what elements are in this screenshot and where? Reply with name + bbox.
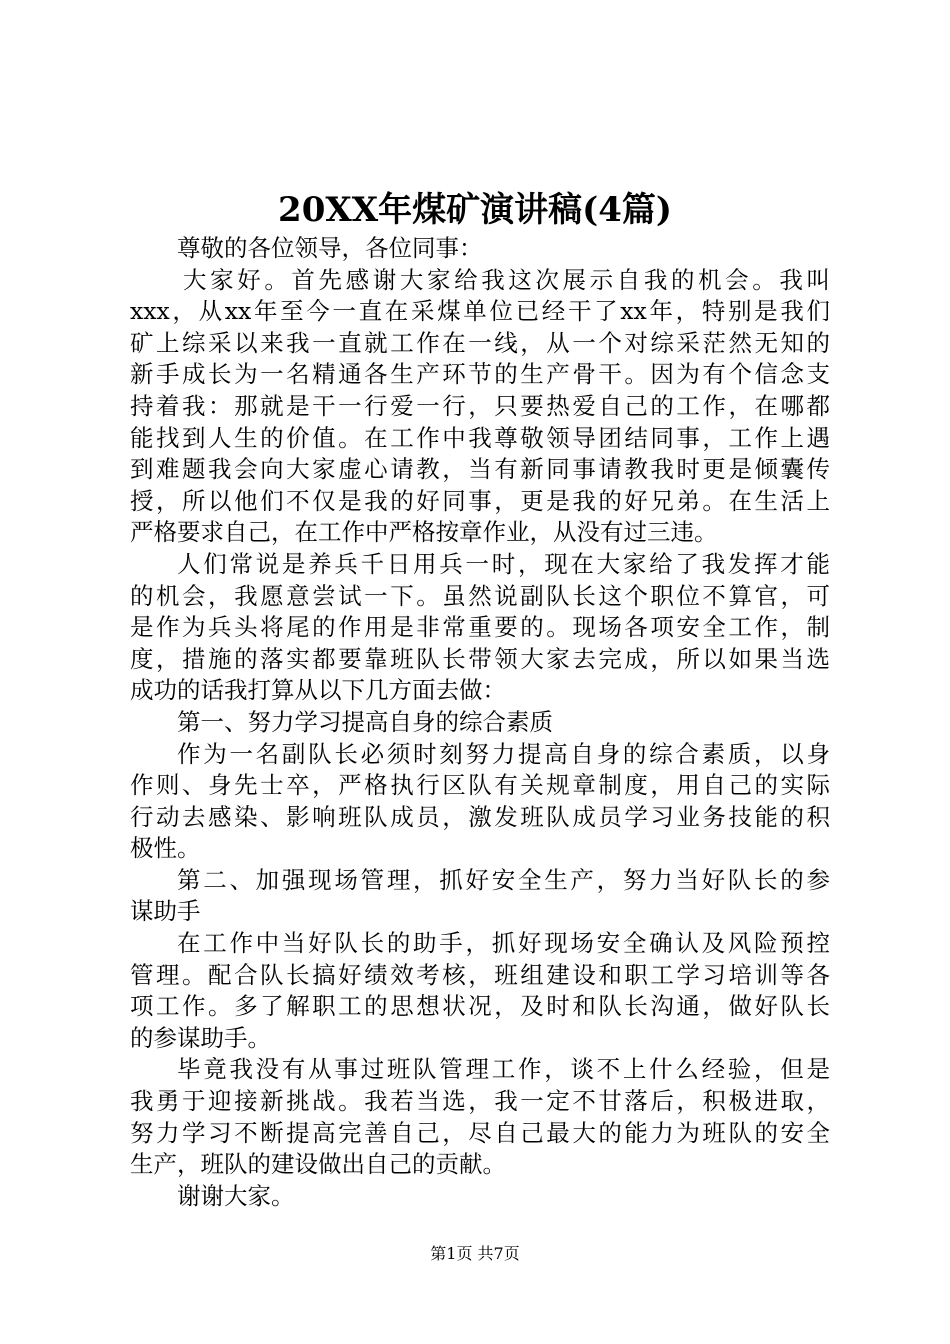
paragraph-line: 大家好。首先感谢大家给我这次展示自我的机会。我叫: [183, 265, 830, 294]
section-heading: 第一、努力学习提高自身的综合素质: [177, 707, 553, 736]
document-body: [130, 233, 830, 1212]
paragraph-line: 新手成长为一名精通各生产环节的生产骨干。因为有个信念支: [130, 360, 830, 389]
paragraph-line: 能找到人生的价值。在工作中我尊敬领导团结同事，工作上遇: [130, 423, 830, 452]
paragraph-line: 作则、身先士卒，严格执行区队有关规章制度，用自己的实际: [130, 771, 830, 800]
section-heading: 第二、加强现场管理，抓好安全生产，努力当好队长的参: [177, 865, 830, 894]
document-title: 20XX年煤矿演讲稿(4篇): [278, 190, 672, 230]
paragraph-line: 努力学习不断提高完善自己，尽自己最大的能力为班队的安全: [130, 1118, 830, 1147]
paragraph-line: 极性。: [130, 834, 201, 863]
paragraph-line: xxx，从xx年至今一直在采煤单位已经干了xx年，特别是我们: [130, 297, 830, 326]
paragraph-line: 到难题我会向大家虚心请教，当有新同事请教我时更是倾囊传: [130, 455, 830, 484]
paragraph-line: 是作为兵头将尾的作用是非常重要的。现场各项安全工作，制: [130, 613, 830, 642]
section-heading: 谋助手: [130, 897, 201, 926]
paragraph-line: 项工作。多了解职工的思想状况，及时和队长沟通，做好队长: [130, 992, 830, 1021]
paragraph-line: 人们常说是养兵千日用兵一时，现在大家给了我发挥才能: [177, 549, 830, 578]
paragraph-line: 矿上综采以来我一直就工作在一线，从一个对综采茫然无知的: [130, 328, 830, 357]
paragraph-line: 毕竟我没有从事过班队管理工作，谈不上什么经验，但是: [177, 1055, 830, 1084]
paragraph-line: 成功的话我打算从以下几方面去做：: [130, 676, 506, 705]
paragraph-line: 的机会，我愿意尝试一下。虽然说副队长这个职位不算官，可: [130, 581, 830, 610]
salutation-line: 尊敬的各位领导，各位同事：: [177, 234, 483, 262]
closing-line: 谢谢大家。: [177, 1181, 295, 1210]
paragraph-line: 管理。配合队长搞好绩效考核，班组建设和职工学习培训等各: [130, 960, 830, 989]
page-number-footer: 第1页 共7页: [430, 1244, 520, 1263]
paragraph-line: 作为一名副队长必须时刻努力提高自身的综合素质，以身: [177, 739, 830, 768]
paragraph-line: 授，所以他们不仅是我的好同事，更是我的好兄弟。在生活上: [130, 486, 830, 515]
paragraph-line: 度，措施的落实都要靠班队长带领大家去完成，所以如果当选: [130, 644, 830, 673]
paragraph-line: 持着我：那就是干一行爱一行，只要热爱自己的工作，在哪都: [130, 391, 830, 420]
paragraph-line: 的参谋助手。: [130, 1023, 271, 1052]
paragraph-line: 严格要求自己，在工作中严格按章作业，从没有过三违。: [130, 518, 718, 547]
paragraph-line: 行动去感染、影响班队成员，激发班队成员学习业务技能的积: [130, 802, 830, 831]
paragraph-line: 在工作中当好队长的助手，抓好现场安全确认及风险预控: [177, 929, 830, 958]
paragraph-line: 我勇于迎接新挑战。我若当选，我一定不甘落后，积极进取，: [130, 1087, 830, 1116]
paragraph-line: 生产，班队的建设做出自己的贡献。: [130, 1150, 506, 1179]
